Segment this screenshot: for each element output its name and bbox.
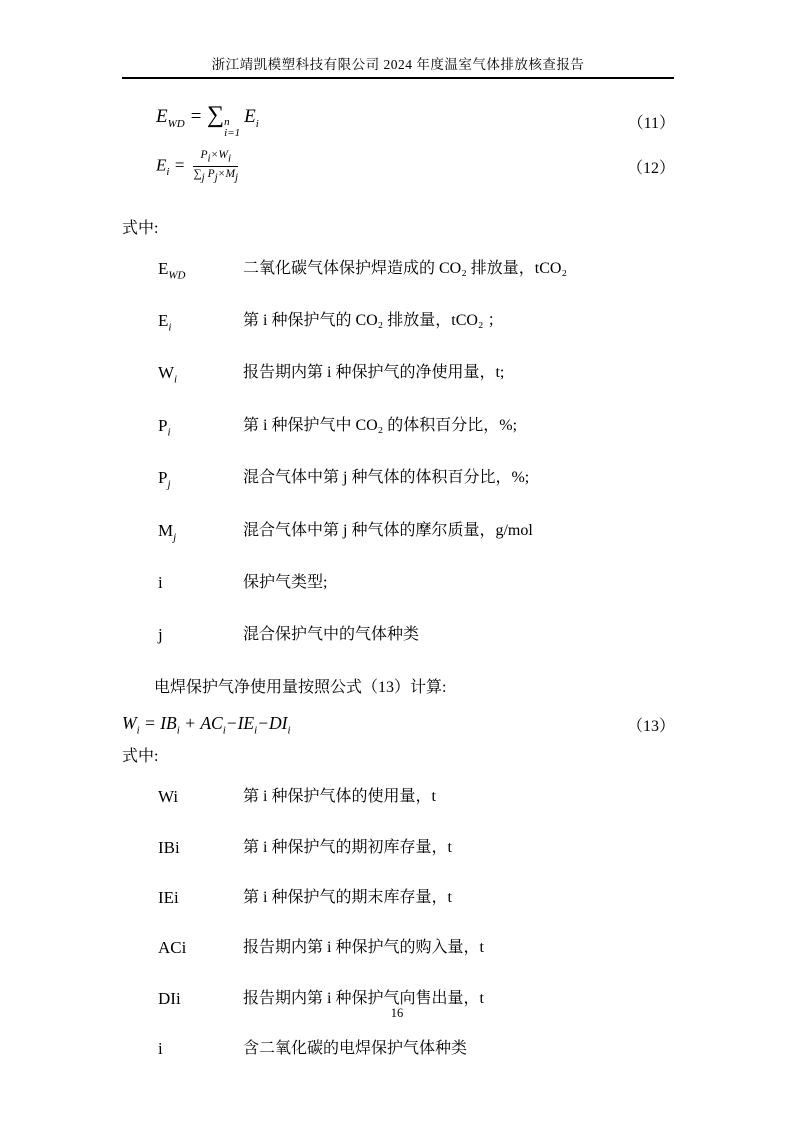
document-body [122,103,675,1068]
definition-item [122,785,675,815]
definition-item [122,1037,675,1067]
sigma-symbol: ∑ [207,102,225,128]
formula-11-expression: $E_{WD}$ = ∑ n i=1 $E_i$ [156,102,259,139]
definition-term: IEi [158,888,179,907]
definition-item [122,571,675,601]
definition-term: $W_i$ [158,363,178,386]
definition-term: $E_{WD}$ [158,258,186,281]
formula-12 [122,149,675,185]
definition-item [122,623,675,653]
definition-desc: 保护气类型; [243,573,328,591]
fraction-numerator: $P_i\times W_i$ [193,149,238,167]
where-label: 式中: [122,748,159,766]
formula-number: （11） [627,114,675,132]
paragraph-formula13-intro: 电焊保护气净使用量按照公式（13）计算: [154,678,447,696]
document-header: 浙江靖凯模塑科技有限公司 2024 年度温室气体排放核查报告 [122,0,674,79]
definition-desc: 报告期内第 i 种保护气的购入量，t [243,939,484,957]
formula-13 [122,713,675,737]
definition-term: $E_i$ [158,310,172,334]
formula-11 [122,103,675,139]
definition-term: i [158,572,163,592]
definition-desc: 混合保护气中的气体种类 [243,626,420,644]
definition-desc: 第 i 种保护气体的使用量，t [243,788,436,806]
definition-item [122,361,675,391]
definition-desc: 第 i 种保护气的 CO₂ 排放量，tCO₂ ； [243,311,504,329]
formula-number: （12） [626,160,675,178]
definition-term: DIi [158,988,181,1008]
definition-list-2 [122,785,675,1067]
definition-item [122,257,675,287]
where-label: 式中: [122,219,159,237]
definition-term: $P_j$ [158,468,171,491]
definition-item [122,414,675,444]
definition-term: $P_i$ [158,415,171,439]
definition-item [122,309,675,339]
page-number: 16 [390,1006,404,1020]
fraction [193,149,238,185]
fraction-denominator: $\sum_j$ $P_j\times M_j$ [193,168,239,184]
definition-desc: 混合气体中第 j 种气体的体积百分比，%; [243,469,530,487]
sigma-limits: n i=1 [224,116,241,139]
definition-item [122,466,675,496]
definition-item [122,519,675,549]
definition-term: IBi [158,837,180,857]
definition-item [122,836,675,866]
definition-item [122,936,675,966]
definition-desc: 第 i 种保护气中 CO₂ 的体积百分比，%; [243,416,518,434]
definition-term: i [158,1039,163,1059]
definition-term: Wi [158,787,179,807]
definition-desc: 第 i 种保护气的期初库存量，t [243,838,452,856]
definition-item [122,886,675,916]
definition-term: $M_j$ [158,520,177,543]
definition-desc: 第 i 种保护气的期末库存量，t [243,889,452,906]
definition-desc: 含二氧化碳的电焊保护气体种类 [243,1040,468,1058]
definition-term: j [158,625,163,645]
definition-list-1 [122,257,675,654]
formula-12-expression: $E_i$ = $\frac{P_i\times W_i}{\sum_j P_j\times M_j}$ [156,149,239,184]
definition-desc: 二氧化碳气体保护焊造成的 CO₂ 排放量，tCO₂ [243,259,568,277]
definition-desc: 报告期内第 i 种保护气向售出量，t [243,989,484,1007]
formula-13-expression: $W_i = IB_i + AC_i-IE_i-DI_i$ [122,712,291,737]
definition-desc: 混合气体中第 j 种气体的摩尔质量，g/mol [243,521,533,539]
definition-term: ACi [158,938,187,958]
definition-desc: 报告期内第 i 种保护气的净使用量，t; [243,364,505,382]
formula-number: （13） [626,717,675,735]
